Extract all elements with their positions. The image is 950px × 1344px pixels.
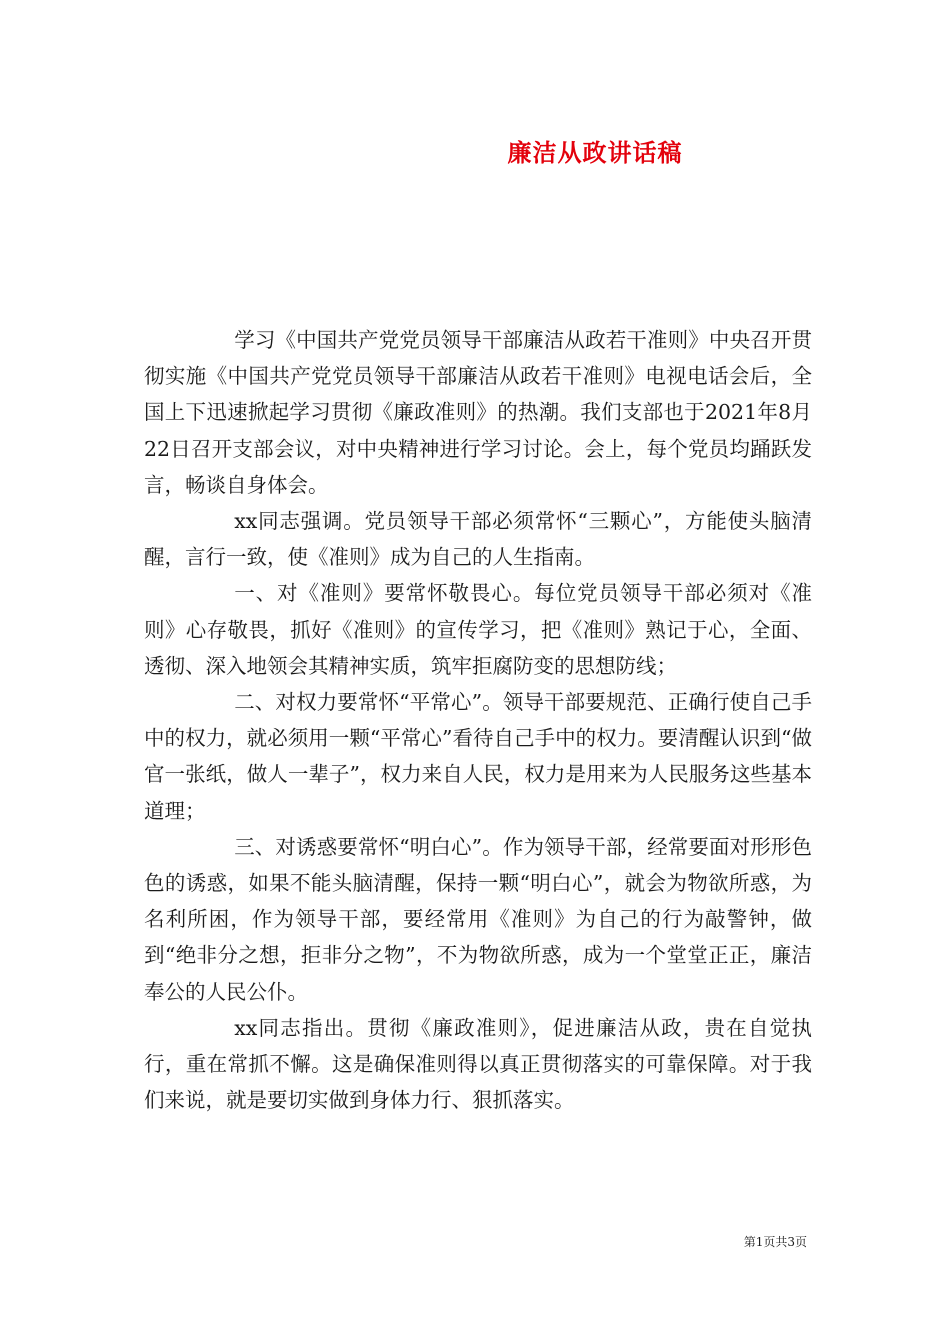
document-body [144,322,812,1118]
paragraph-5: 三、对诱惑要常怀“明白心”。作为领导干部，经常要面对形形色色的诱惑，如果不能头脑清醒，保持一颗“明白心”，就会为物欲所惑，为名利所困，作为领导干部，要经常用《准则》为自己的行为敲警钟，做到“绝非分之想，拒非分之物”，不为物欲所惑，成为一个堂堂正正，廉洁奉公的人民公仆。 [144,834,812,1004]
paragraph-3: 一、对《准则》要常怀敬畏心。每位党员领导干部必须对《准则》心存敬畏，抓好《准则》的宣传学习，把《准则》熟记于心，全面、透彻、深入地领会其精神实质，筑牢拒腐防变的思想防线； [144,581,812,678]
page-number-footer: 第1页共3页 [743,1235,807,1249]
paragraph-6: xx同志指出。贯彻《廉政准则》，促进廉洁从政，贵在自觉执行，重在常抓不懈。这是确保准则得以真正贯彻落实的可靠保障。对于我们来说，就是要切实做到身体力行、狠抓落实。 [144,1015,812,1113]
paragraph-2: xx同志强调。党员领导干部必须常怀“三颗心”，方能使头脑清醒，言行一致，使《准则》成为自己的人生指南。 [144,509,812,570]
document-title: 廉洁从政讲话稿 [507,138,683,167]
paragraph-4: 二、对权力要常怀“平常心”。领导干部要规范、正确行使自己手中的权力，就必须用一颗“平常心”看待自己手中的权力。要清醒认识到“做官一张纸，做人一辈子”，权力来自人民，权力是用来为人民服务这些基本道理； [144,690,812,823]
paragraph-1: 学习《中国共产党党员领导干部廉洁从政若干准则》中央召开贯彻实施《中国共产党党员领导干部廉洁从政若干准则》电视电话会后，全国上下迅速掀起学习贯彻《廉政准则》的热潮。我们支部也于2021年8月22日召开支部会议，对中央精神进行学习讨论。会上，每个党员均踊跃发言，畅谈自身体会。 [144,328,812,497]
